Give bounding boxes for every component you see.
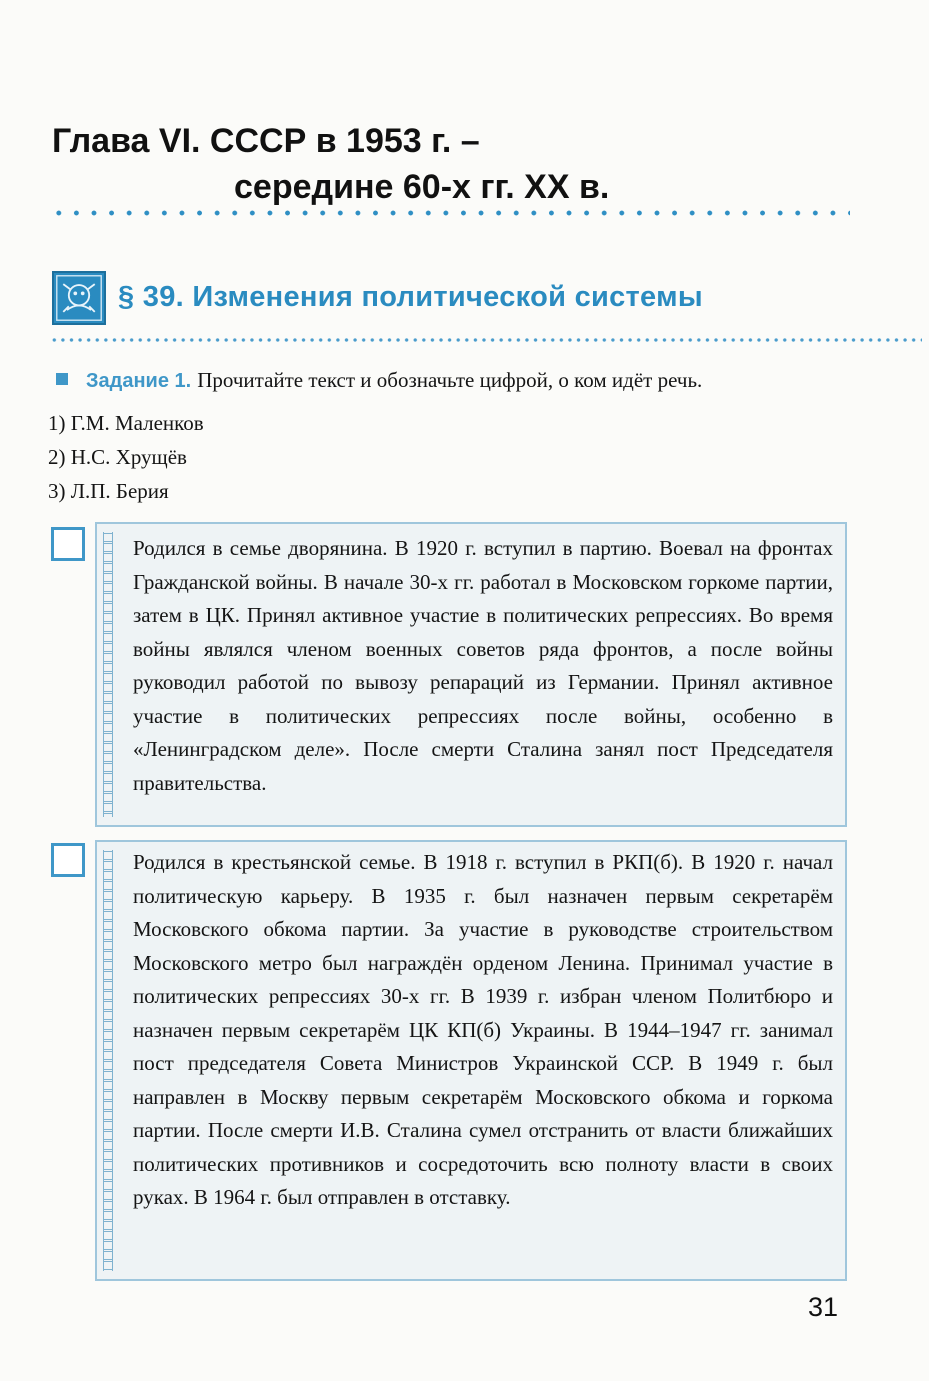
option-item: 2) Н.С. Хрущёв [48,445,187,469]
option-item: 3) Л.П. Берия [48,479,169,503]
task-instruction [56,368,702,393]
ruler-strip [103,532,113,817]
answer-box-2[interactable] [51,843,85,877]
passage-text-2: Родился в крестьянской семье. В 1918 г. вступил в РКП(б). В 1920 г. начал политическую карьеру. В 1935 г. был назначен первым секретарём Московского обкома партии. За участие в руководстве строительством Московского метро был награждён орденом Ленина. Принимал участие в политических репрессиях 30-х гг. В 1939 г. избран членом Политбюро и назначен первым секретарём ЦК КП(б) Украины. В 1944–1947 гг. занимал пост председателя Совета Министров Украинской ССР. В 1949 г. был направлен в Москву первым секретарём Московского обкома и горкома партии. После смерти И.В. Сталина сумел отстранить от власти ближайших политических противников и сосредоточить всю полноту власти в своих руках. В 1964 г. был отправлен в отставку. [133,850,833,1209]
task-label: Задание 1. [86,370,192,392]
page-number: 31 [808,1292,839,1322]
passage-text-1: Родился в семье дворянина. В 1920 г. вступил в партию. Воевал на фронтах Гражданской войны. В начале 30-х гг. работал в Московском горкоме партии, затем в ЦК. Принял активное участие в политических репрессиях. Во время войны являлся членом военных советов ряда фронтов, а после войны руководил работой по вывозу репараций из Германии. Принял активное участие в политических репрессиях после войны, особенно в «Ленинградском деле». После смерти Сталина занял пост Председателя правительства. [133,536,833,795]
square-bullet-icon [56,373,68,385]
section-title: § 39. Изменения политической системы [118,281,703,313]
answer-options [48,406,204,508]
task-text: Прочитайте текст и обозначьте цифрой, о ком идёт речь. [197,368,703,392]
chapter-title-line-1: Глава VI. СССР в 1953 г. – [52,122,480,160]
option-item: 1) Г.М. Маленков [48,411,204,435]
passage-card-1 [95,522,847,827]
passage-card-2 [95,840,847,1281]
chapter-title [52,118,609,210]
section-emblem-icon [52,271,106,325]
chapter-title-line-2: середине 60-х гг. XX в. [234,168,610,206]
section-divider [50,337,922,343]
chapter-divider [50,209,850,217]
answer-box-1[interactable] [51,527,85,561]
ruler-strip [103,850,113,1271]
